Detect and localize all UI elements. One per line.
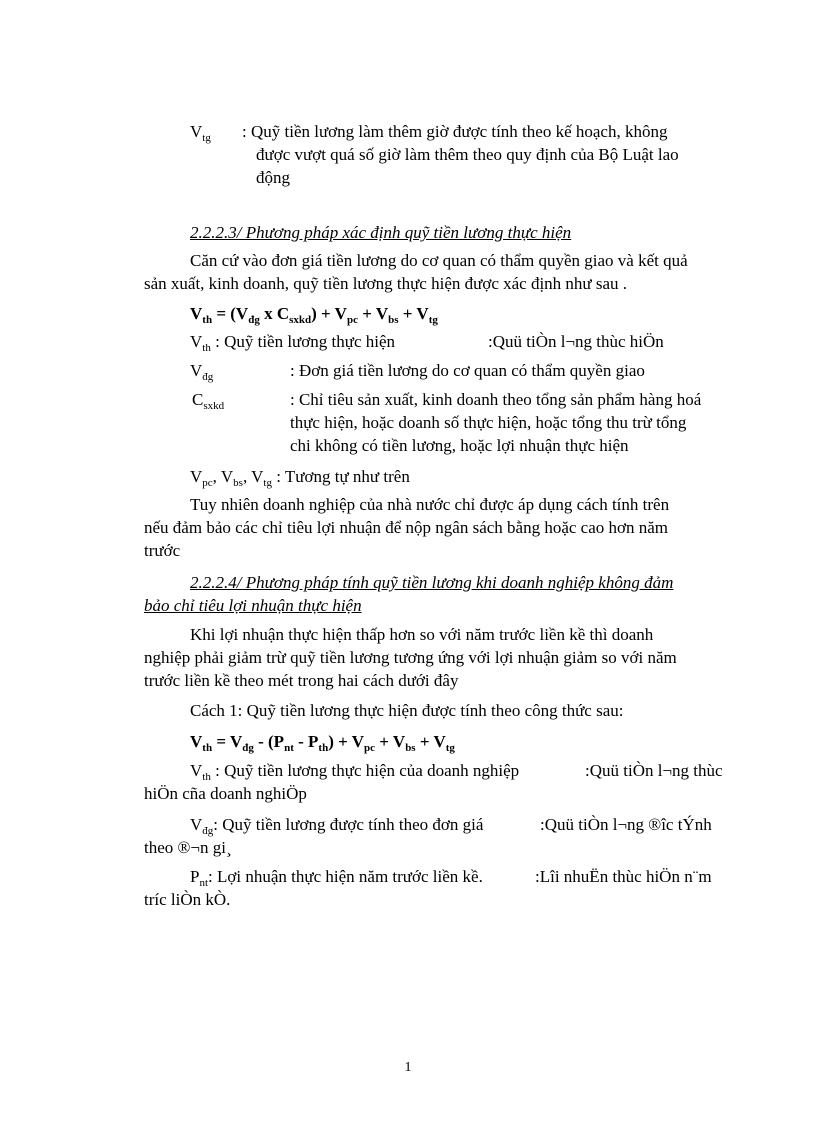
paragraph-2-line3: trước bbox=[144, 541, 181, 560]
def2-pnt-garbled-2: tríc liÒn kÒ. bbox=[144, 890, 231, 909]
def2-vth-garbled-2: hiÖn cña doanh nghiÖp bbox=[144, 784, 307, 803]
paragraph-3-line3: trước liền kề theo mét trong hai cách dưới đây bbox=[144, 671, 459, 690]
def-vth-garbled: :Quü tiÒn l¬ng thùc hiÖn bbox=[488, 332, 664, 351]
vtg-symbol: $V_{tg}$ bbox=[190, 122, 211, 144]
def-vpc-vbs-vtg: $V_{pc}$, $V_{bs}$, $V_{tg}$ : Tương tự như trên bbox=[190, 467, 410, 489]
vtg-definition-line2: được vượt quá số giờ làm thêm theo quy định của Bộ Luật lao bbox=[256, 145, 679, 164]
def-csxkd-line1: : Chỉ tiêu sản xuất, kinh doanh theo tổng sản phẩm hàng hoá bbox=[290, 390, 702, 409]
def-csxkd-line2: thực hiện, hoặc doanh số thực hiện, hoặc tổng thu trừ tổng bbox=[290, 413, 687, 432]
heading-2-2-2-4-line2: bảo chỉ tiêu lợi nhuận thực hiện bbox=[144, 596, 362, 615]
paragraph-1-line1: Căn cứ vào đơn giá tiền lương do cơ quan có thẩm quyền giao và kết quả bbox=[190, 251, 688, 270]
def-csxkd-symbol: $C_{sxkd}$ bbox=[192, 390, 225, 412]
paragraph-2-line2: nếu đảm bảo các chỉ tiêu lợi nhuận để nộp ngân sách bằng hoặc cao hơn năm bbox=[144, 518, 669, 537]
formula-2: $V_{th} = V_{đg} - (P_{nt} - P_{th}) + V_{pc} + V_{bs} + V_{tg}$ bbox=[190, 732, 455, 754]
def2-pnt-line1: $P_{nt}$: Lợi nhuận thực hiện năm trước liền kề. bbox=[190, 867, 483, 889]
vtg-definition-line1: : Quỹ tiền lương làm thêm giờ được tính theo kế hoạch, không bbox=[242, 122, 668, 141]
def-vdg-symbol: $V_{đg}$ bbox=[190, 361, 214, 383]
formula-1: $V_{th} = (V_{đg}$ x $C_{sxkd}) + V_{pc} + V_{bs} + V_{tg}$ bbox=[190, 304, 438, 326]
paragraph-2-line1: Tuy nhiên doanh nghiệp của nhà nước chỉ được áp dụng cách tính trên bbox=[190, 495, 670, 514]
def2-pnt-garbled-1: :Lîi nhuËn thùc hiÖn n¨m bbox=[535, 867, 712, 886]
paragraph-3-line1: Khi lợi nhuận thực hiện thấp hơn so với năm trước liền kề thì doanh bbox=[190, 625, 654, 644]
def2-vdg-garbled-1: :Quü tiÒn l¬ng ®îc tÝnh bbox=[540, 815, 712, 834]
paragraph-1-line2: sản xuất, kinh doanh, quỹ tiền lương thực hiện được xác định như sau . bbox=[144, 274, 628, 293]
def2-vdg-line1: $V_{đg}$: Quỹ tiền lương được tính theo đơn giá bbox=[190, 815, 484, 837]
heading-2-2-2-4-line1: 2.2.2.4/ Phương pháp tính quỹ tiền lương khi doanh nghiệp không đảm bbox=[190, 573, 674, 592]
def2-vth-garbled-1: :Quü tiÒn l¬ng thùc bbox=[585, 761, 723, 780]
page-number: 1 bbox=[404, 1060, 412, 1075]
def-csxkd-line3: chi không có tiền lương, hoặc lợi nhuận thực hiện bbox=[290, 436, 629, 455]
def-vdg-text: : Đơn giá tiền lương do cơ quan có thẩm quyền giao bbox=[290, 361, 645, 380]
paragraph-3-line2: nghiệp phải giảm trừ quỹ tiền lương tương ứng với lợi nhuận giảm so với năm bbox=[144, 648, 677, 667]
def-vth: $V_{th}$ : Quỹ tiền lương thực hiện bbox=[190, 332, 396, 354]
vtg-definition-line3: động bbox=[256, 168, 290, 187]
def2-vth-line1: $V_{th}$ : Quỹ tiền lương thực hiện của doanh nghiệp bbox=[190, 761, 520, 783]
method-1-intro: Cách 1: Quỹ tiền lương thực hiện được tính theo công thức sau: bbox=[190, 701, 624, 720]
def2-vdg-garbled-2: theo ®¬n gi¸ bbox=[144, 838, 232, 857]
heading-2-2-2-3: 2.2.2.3/ Phương pháp xác định quỹ tiền lương thực hiện bbox=[190, 223, 572, 242]
